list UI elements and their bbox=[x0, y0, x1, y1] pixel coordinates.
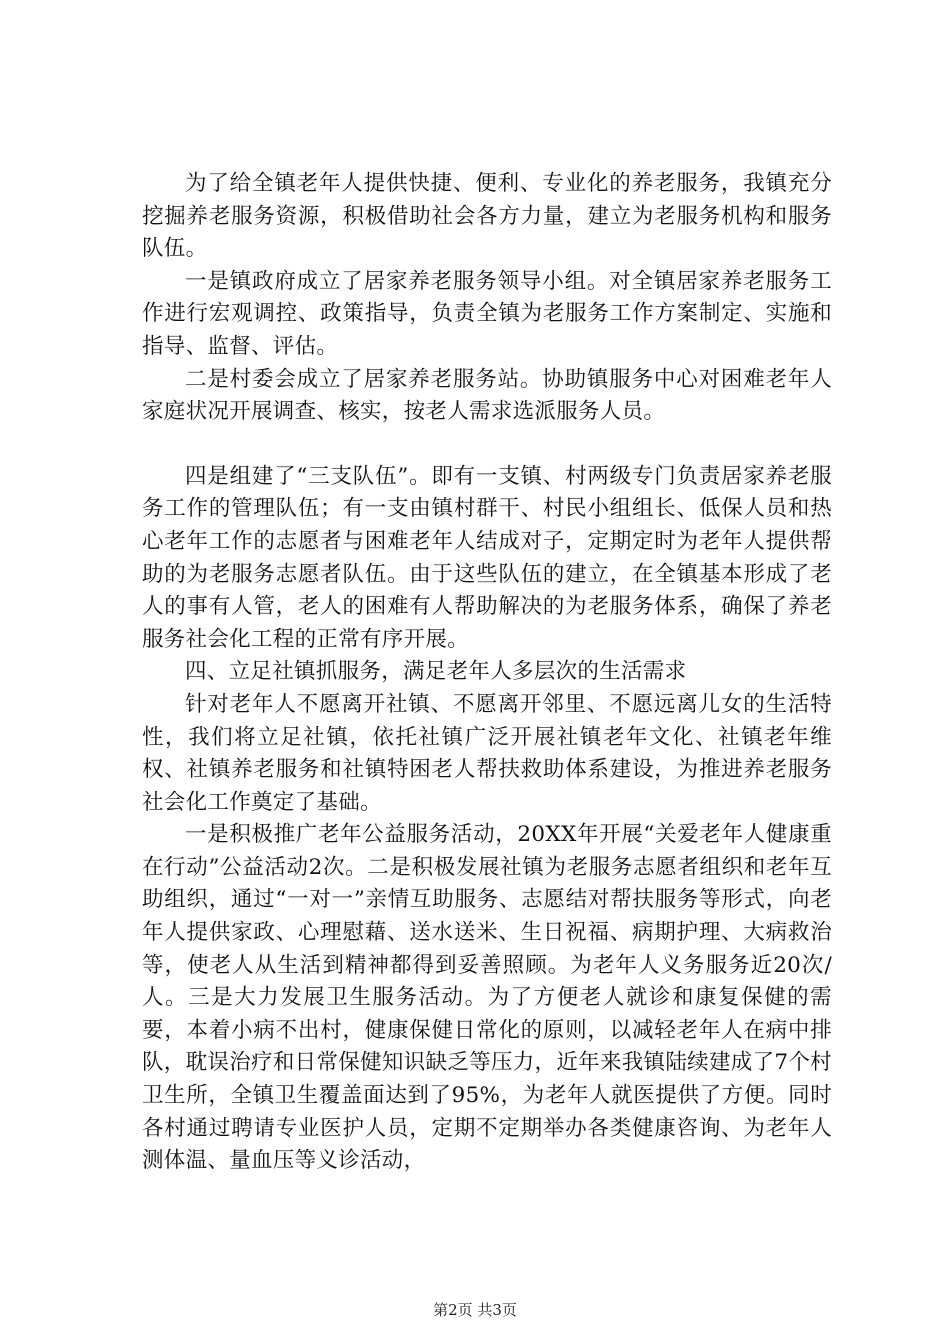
blank-line bbox=[142, 429, 832, 461]
paragraph-three-teams: 四是组建了“三支队伍”。即有一支镇、村两级专门负责居家养老服务工作的管理队伍；有一支由镇村群干、村民小组组长、低保人员和热心老年工作的志愿者与困难老年人结成对子，定期定时为老年人提供帮助的为老服务志愿者队伍。由于这些队伍的建立，在全镇基本形成了老人的事有人管，老人的困难有人帮助解决的为老服务体系，确保了养老服务社会化工程的正常有序开展。 bbox=[142, 463, 832, 652]
section-heading: 四、立足社镇抓服务，满足老年人多层次的生活需求 bbox=[185, 659, 687, 685]
paragraph-village-station: 二是村委会成立了居家养老服务站。协助镇服务中心对困难老年人家庭状况开展调查、核实，按老人需求选派服务人员。 bbox=[142, 366, 832, 425]
paragraph-activities: 一是积极推广老年公益服务活动，20XX年开展“关爱老年人健康重在行动”公益活动2次。二是积极发展社镇为老服务志愿者组织和老年互助组织，通过“一对一”亲情互助服务、志愿结对帮扶服务等形式，向老年人提供家政、心理慰藉、送水送米、生日祝福、病期护理、大病救治等，使老人从生活到精神都得到妥善照顾。为老年人义务服务近20次/人。三是大力发展卫生服务活动。为了方便老人就诊和康复保健的需要，本着小病不出村，健康保健日常化的原则，以减轻老年人在病中排队，耽误治疗和日常保健知识缺乏等压力，近年来我镇陆续建成了7个村卫生所，全镇卫生覆盖面达到了95%，为老年人就医提供了方便。同时各村通过聘请专业医护人员，定期不定期举办各类健康咨询、为老年人测体温、量血压等义诊活动， bbox=[142, 822, 832, 1174]
page-footer: 第2页 共3页 bbox=[433, 1301, 517, 1319]
paragraph-intro: 为了给全镇老年人提供快捷、便利、专业化的养老服务，我镇充分挖掘养老服务资源，积极借助社会各方力量，建立为老服务机构和服务队伍。 bbox=[142, 171, 832, 262]
paragraph-community-basis: 针对老年人不愿离开社镇、不愿离开邻里、不愿远离儿女的生活特性，我们将立足社镇，依托社镇广泛开展社镇老年文化、社镇老年维权、社镇养老服务和社镇特困老人帮扶救助体系建设，为推进养老服务社会化工作奠定了基础。 bbox=[142, 691, 832, 815]
paragraph-leadership-group: 一是镇政府成立了居家养老服务领导小组。对全镇居家养老服务工作进行宏观调控、政策指导，负责全镇为老服务工作方案制定、实施和指导、监督、评估。 bbox=[142, 268, 832, 359]
document-body bbox=[142, 168, 832, 1178]
